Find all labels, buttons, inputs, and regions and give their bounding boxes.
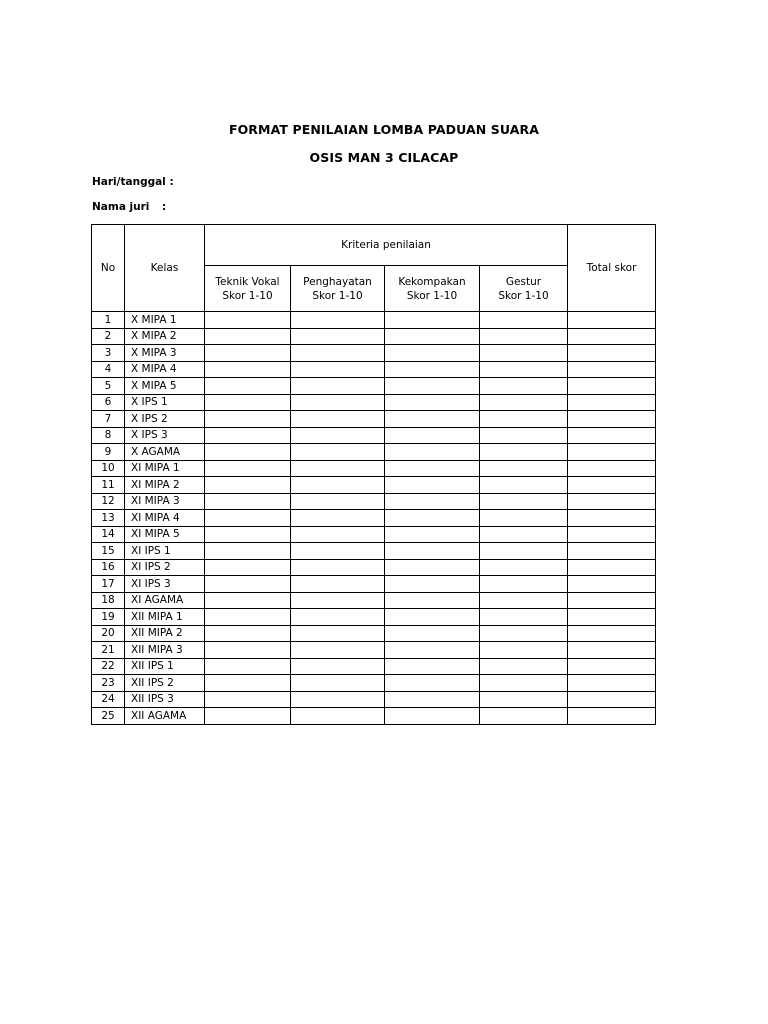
score-cell-gesture [480,427,568,444]
row-class-name: X IPS 2 [125,411,205,428]
row-class-name: X MIPA 4 [125,361,205,378]
row-class-name: XII AGAMA [125,708,205,725]
score-cell-total [568,609,656,626]
score-cell-appreciation [291,493,385,510]
score-cell-gesture [480,559,568,576]
score-cell-appreciation [291,691,385,708]
table-row [92,675,656,692]
header-criterion-cohesion [385,266,480,312]
table-row [92,312,656,329]
row-class-name: XII MIPA 1 [125,609,205,626]
score-cell-gesture [480,691,568,708]
table-row [92,427,656,444]
score-cell-gesture [480,444,568,461]
row-number: 21 [92,642,125,659]
score-cell-cohesion [385,378,480,395]
score-cell-vocal [205,592,291,609]
row-class-name: XI MIPA 5 [125,526,205,543]
row-class-name: X MIPA 5 [125,378,205,395]
score-cell-gesture [480,378,568,395]
document-title: FORMAT PENILAIAN LOMBA PADUAN SUARA [228,122,540,137]
score-cell-gesture [480,460,568,477]
score-cell-gesture [480,411,568,428]
table-row [92,609,656,626]
table-row [92,361,656,378]
score-cell-cohesion [385,592,480,609]
table-row [92,658,656,675]
table-row [92,460,656,477]
table-row [92,526,656,543]
date-field-label: Hari/tanggal : [92,176,174,188]
score-cell-total [568,708,656,725]
row-number: 2 [92,328,125,345]
score-cell-appreciation [291,675,385,692]
score-cell-gesture [480,477,568,494]
table-row [92,559,656,576]
header-no: No [92,225,125,312]
score-cell-appreciation [291,378,385,395]
header-criterion-appreciation [291,266,385,312]
score-cell-cohesion [385,609,480,626]
criterion-scale: Skor 1-10 [222,289,273,302]
score-cell-vocal [205,460,291,477]
table-row [92,444,656,461]
criterion-name: Gestur [505,275,542,288]
score-cell-appreciation [291,345,385,362]
score-cell-appreciation [291,708,385,725]
table-row [92,394,656,411]
score-cell-cohesion [385,510,480,527]
score-cell-appreciation [291,576,385,593]
table-row [92,493,656,510]
score-cell-total [568,543,656,560]
score-cell-cohesion [385,675,480,692]
header-criterion-gesture [480,266,568,312]
header-criterion-vocal [205,266,291,312]
score-cell-appreciation [291,658,385,675]
score-cell-gesture [480,510,568,527]
score-cell-vocal [205,609,291,626]
score-cell-appreciation [291,361,385,378]
score-cell-appreciation [291,510,385,527]
table-row [92,691,656,708]
row-number: 11 [92,477,125,494]
score-cell-cohesion [385,543,480,560]
score-cell-vocal [205,444,291,461]
row-number: 10 [92,460,125,477]
score-cell-vocal [205,493,291,510]
score-cell-cohesion [385,345,480,362]
score-cell-total [568,625,656,642]
score-cell-cohesion [385,444,480,461]
score-cell-appreciation [291,609,385,626]
score-cell-cohesion [385,691,480,708]
row-class-name: X IPS 1 [125,394,205,411]
score-cell-appreciation [291,444,385,461]
score-cell-cohesion [385,411,480,428]
score-cell-vocal [205,477,291,494]
score-cell-vocal [205,510,291,527]
row-class-name: X MIPA 3 [125,345,205,362]
table-row [92,510,656,527]
header-criteria: Kriteria penilaian [205,225,568,266]
score-table [91,224,656,725]
table-row [92,576,656,593]
row-number: 25 [92,708,125,725]
row-class-name: X MIPA 1 [125,312,205,329]
table-row [92,378,656,395]
row-number: 3 [92,345,125,362]
row-class-name: X IPS 3 [125,427,205,444]
header-total-score: Total skor [568,225,656,312]
table-row [92,708,656,725]
score-cell-vocal [205,543,291,560]
row-class-name: XI MIPA 3 [125,493,205,510]
row-class-name: XII MIPA 3 [125,642,205,659]
score-cell-total [568,559,656,576]
score-cell-cohesion [385,526,480,543]
score-cell-appreciation [291,394,385,411]
row-number: 20 [92,625,125,642]
score-cell-gesture [480,642,568,659]
row-number: 15 [92,543,125,560]
row-number: 5 [92,378,125,395]
score-cell-total [568,444,656,461]
score-cell-cohesion [385,625,480,642]
row-number: 17 [92,576,125,593]
score-cell-cohesion [385,642,480,659]
table-row [92,345,656,362]
score-cell-appreciation [291,559,385,576]
row-number: 9 [92,444,125,461]
score-cell-gesture [480,658,568,675]
score-cell-vocal [205,625,291,642]
criterion-name: Penghayatan [303,275,372,288]
score-cell-vocal [205,559,291,576]
score-cell-vocal [205,345,291,362]
score-cell-appreciation [291,460,385,477]
score-cell-vocal [205,328,291,345]
score-cell-total [568,411,656,428]
score-cell-total [568,691,656,708]
score-cell-total [568,642,656,659]
row-number: 4 [92,361,125,378]
score-cell-gesture [480,493,568,510]
score-cell-appreciation [291,411,385,428]
row-number: 7 [92,411,125,428]
score-cell-vocal [205,708,291,725]
score-cell-appreciation [291,592,385,609]
score-cell-total [568,460,656,477]
row-number: 19 [92,609,125,626]
score-cell-appreciation [291,328,385,345]
table-row [92,477,656,494]
score-cell-appreciation [291,642,385,659]
row-class-name: XII IPS 1 [125,658,205,675]
score-cell-vocal [205,526,291,543]
score-cell-gesture [480,708,568,725]
score-cell-cohesion [385,427,480,444]
row-number: 16 [92,559,125,576]
row-class-name: X AGAMA [125,444,205,461]
score-cell-appreciation [291,625,385,642]
score-cell-cohesion [385,328,480,345]
score-cell-vocal [205,361,291,378]
score-cell-total [568,510,656,527]
score-cell-gesture [480,526,568,543]
row-number: 6 [92,394,125,411]
score-cell-gesture [480,675,568,692]
score-cell-total [568,493,656,510]
score-cell-cohesion [385,576,480,593]
table-row [92,543,656,560]
score-cell-gesture [480,576,568,593]
row-number: 1 [92,312,125,329]
score-cell-cohesion [385,477,480,494]
score-cell-cohesion [385,658,480,675]
score-cell-total [568,345,656,362]
score-cell-appreciation [291,427,385,444]
row-class-name: XI IPS 1 [125,543,205,560]
row-number: 8 [92,427,125,444]
score-cell-total [568,526,656,543]
score-cell-vocal [205,691,291,708]
row-class-name: XII IPS 3 [125,691,205,708]
criterion-name: Kekompakan [398,275,466,288]
row-number: 18 [92,592,125,609]
score-cell-appreciation [291,312,385,329]
jury-field [92,201,167,213]
score-cell-total [568,378,656,395]
score-cell-cohesion [385,493,480,510]
row-class-name: XII MIPA 2 [125,625,205,642]
row-class-name: XI AGAMA [125,592,205,609]
score-cell-vocal [205,658,291,675]
row-class-name: XI IPS 3 [125,576,205,593]
row-number: 14 [92,526,125,543]
score-cell-gesture [480,312,568,329]
score-cell-vocal [205,675,291,692]
score-cell-gesture [480,361,568,378]
score-cell-vocal [205,411,291,428]
score-cell-total [568,658,656,675]
score-cell-vocal [205,642,291,659]
table-row [92,625,656,642]
score-cell-total [568,675,656,692]
header-kelas: Kelas [125,225,205,312]
score-cell-total [568,361,656,378]
row-class-name: XI MIPA 4 [125,510,205,527]
row-number: 22 [92,658,125,675]
table-row [92,411,656,428]
score-cell-total [568,576,656,593]
score-cell-cohesion [385,708,480,725]
row-class-name: XII IPS 2 [125,675,205,692]
row-number: 13 [92,510,125,527]
score-cell-vocal [205,378,291,395]
score-cell-appreciation [291,477,385,494]
score-cell-total [568,477,656,494]
row-number: 23 [92,675,125,692]
score-cell-cohesion [385,312,480,329]
criterion-scale: Skor 1-10 [406,289,458,302]
criterion-scale: Skor 1-10 [312,289,363,302]
document-subtitle: OSIS MAN 3 CILACAP [309,150,459,165]
score-cell-vocal [205,394,291,411]
row-class-name: XI MIPA 2 [125,477,205,494]
criterion-name: Teknik Vokal [215,275,280,288]
score-cell-total [568,394,656,411]
criterion-scale: Skor 1-10 [498,289,549,302]
score-cell-cohesion [385,394,480,411]
score-cell-total [568,328,656,345]
score-cell-cohesion [385,559,480,576]
row-class-name: XI MIPA 1 [125,460,205,477]
score-cell-total [568,592,656,609]
row-class-name: X MIPA 2 [125,328,205,345]
score-cell-gesture [480,625,568,642]
score-cell-cohesion [385,460,480,477]
jury-field-label: Nama juri [92,201,150,213]
score-cell-gesture [480,394,568,411]
row-number: 12 [92,493,125,510]
score-cell-gesture [480,328,568,345]
table-row [92,642,656,659]
score-cell-appreciation [291,543,385,560]
score-cell-total [568,312,656,329]
table-row [92,592,656,609]
score-cell-vocal [205,427,291,444]
score-cell-gesture [480,592,568,609]
score-cell-vocal [205,576,291,593]
row-number: 24 [92,691,125,708]
score-cell-vocal [205,312,291,329]
score-cell-cohesion [385,361,480,378]
score-cell-total [568,427,656,444]
score-cell-gesture [480,609,568,626]
jury-field-colon: : [162,201,167,213]
row-class-name: XI IPS 2 [125,559,205,576]
score-cell-gesture [480,543,568,560]
score-cell-appreciation [291,526,385,543]
table-row [92,328,656,345]
score-cell-gesture [480,345,568,362]
